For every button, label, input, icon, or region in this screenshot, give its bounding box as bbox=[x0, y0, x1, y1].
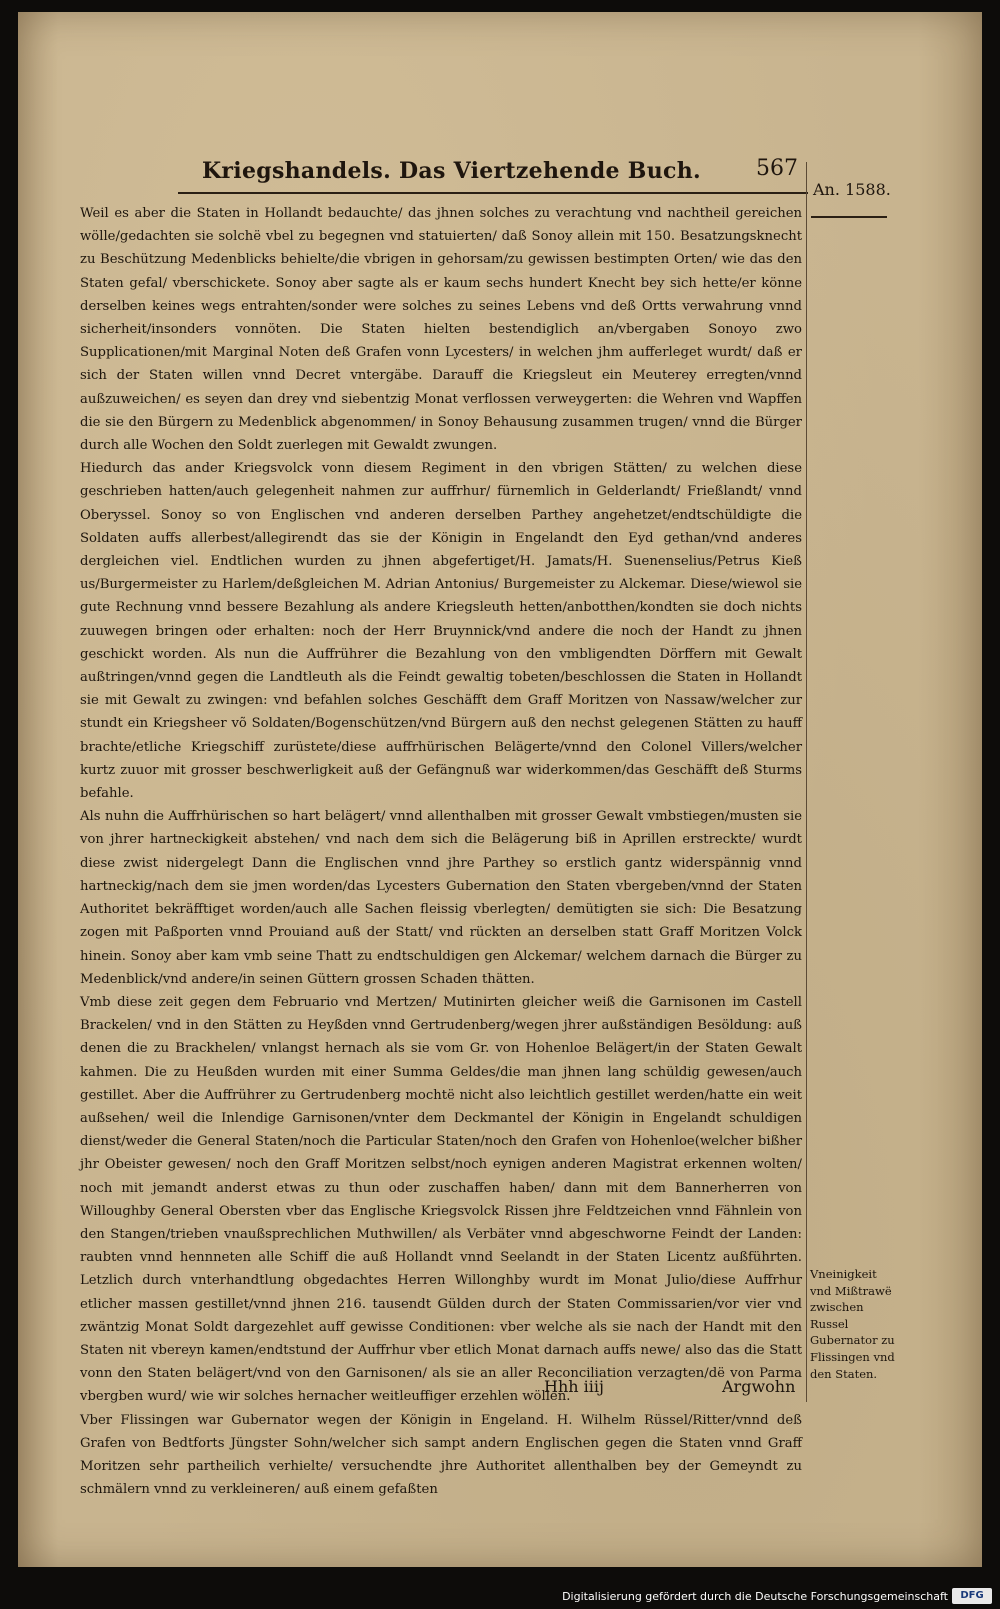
column-divider bbox=[806, 162, 807, 1402]
marginal-note: Vneinigkeit vnd Mißtrawë zwischen Russel Gubernator zu Flissingen vnd den Staten. bbox=[810, 1267, 895, 1381]
signature-mark: Hhh iiij bbox=[544, 1377, 604, 1396]
page-header bbox=[178, 150, 808, 194]
footer-bar bbox=[0, 1586, 1000, 1609]
funding-credit: Digitalisierung gefördert durch die Deutsche Forschungsgemeinschaft bbox=[562, 1590, 948, 1603]
main-text bbox=[80, 202, 802, 1498]
year-rule-divider bbox=[811, 216, 887, 218]
paragraph: Vmb diese zeit gegen dem Februario vnd Mertzen/ Mutinirten gleicher weiß die Garnisonen im Castell Brackelen/ vnd in den Stätten zu Heyßden vnnd Gertrudenberg/wegen jhrer außständigen Besöldung: auß denen die zu Brackhelen/ vnlangst hernach als sie vom Gr. von Hohenloe Belägert/in der Staten Gewalt kahmen. Die zu Heußden wurden mit einer Summa Geldes/die man jhnen lang schüldig gewesen/auch gestillet. Aber die Auffrührer zu Gertrudenberg mochtë nicht also leichtlich gestillet werden/hatte ein weit außsehen/ weil die Inlendige Garnisonen/vnter dem Deckmantel der Königin in Engelandt schuldigen dienst/weder die General Staten/noch die Particular Staten/noch den Grafen von Hohenloe(welcher bißher jhr Obeister gewesen/ noch den Graff Moritzen selbst/noch eynigen anderen Magistrat erkennen wolten/ noch mit jemandt anderst etwas zu thun oder zuschaffen haben/ dann mit dem Bannerherren von Willoughby General Obersten vber das Englische Kriegsvolck Rissen jhre Feldtzeichen vnnd Fähnlein von den Stangen/trieben vnaußsprechlichen Muthwillen/ als Verbäter vnnd abgeschworne Feindt der Landen: raubten vnnd hennneten alle Schiff die auß Hollandt vnnd Seelandt in der Staten Licentz außführten. Letzlich durch vnterhandtlung obgedachtes Herren Willonghby wurdt im Monat Julio/diese Auffrhur etlicher massen gestillet/vnnd jhnen 216. tausendt Gülden durch der Staten Commissarien/vor vier vnd zwäntzig Monat Soldt dargezehlet auff gewisse Conditionen: vber welche als sie nach der Handt mit den Staten nit vbereyn kamen/endtstund der Auffrhur vber etlich Monat darnach auffs newe/ also das die Statt vonn den Staten belägert/vnd von den Garnisonen/ als sie an aller Reconciliation verzagten/dë von Parma vbergben wurd/ wie wir solches hernacher weitleuffiger erzehlen wöllen. bbox=[80, 994, 802, 1405]
paragraph: Als nuhn die Auffrhürischen so hart belägert/ vnnd allenthalben mit grosser Gewalt vmbstiegen/musten sie von jhrer hartneckigkeit abstehen/ vnd nach dem sich die Belägerung biß in Aprillen erstreckte/ wurdt diese zwist nidergelegt Dann die Englischen vnnd jhre Parthey so erstlich gantz widerspännig vnnd hartneckig/nach dem sie jmen worden/das Lycesters Gubernation den Staten vbergeben/vnnd der Staten Authoritet bekräfftiget worden/auch alle Sachen fleissig vberlegten/ demütigten sie sich: Die Besatzung zogen mit Paßporten vnnd Prouiand auß der Statt/ vnd rückten an derselben statt Graff Moritzen Volck hinein. Sonoy aber kam vmb seine Thatt zu endtschuldigen gen Alckemar/ welchem darnach die Bürger zu Medenblick/vnd andere/in seinen Güttern grossen Schaden thätten. bbox=[80, 809, 802, 987]
year-marginal-note: An. 1588. bbox=[813, 180, 891, 199]
dfg-logo-icon: DFG bbox=[952, 1588, 992, 1604]
book-page bbox=[18, 12, 982, 1567]
page-number: 567 bbox=[756, 156, 798, 181]
running-title: Kriegshandels. Das Viertzehende Buch. bbox=[202, 158, 701, 184]
paragraph: Weil es aber die Staten in Hollandt bedauchte/ das jhnen solches zu verachtung vnd nachtheil gereichen wölle/gedachten sie solchë vbel zu begegnen vnd statuierten/ daß Sonoy allein mit 150. Besatzungsknecht zu Beschützung Medenblicks behielte/die vbrigen in gehorsam/zu gewissen bestimpten Orten/ wie das den Staten gefal/ vberschickete. Sonoy aber sagte als er kaum sechs hundert Knecht bey sich hette/er könne derselben keines wegs entrahten/sonder were solches zu seines Lebens vnd deß Ortts verwahrung vnnd sicherheit/insonders vonnöten. Die Staten hielten bestendiglich an/vbergaben Sonoyo zwo Supplicationen/mit Marginal Noten deß Grafen vonn Lycesters/ in welchen jhm aufferleget wurdt/ daß er sich der Staten willen vnnd Decret vntergäbe. Darauff die Kriegsleut ein Meuterey erregten/vnnd außzuweichen/ es seyen dan drey vnd siebentzig Monat verflossen verweygerten: die Wehren vnd Wapffen die sie den Bürgern zu Medenblick abgenommen/ in Sonoy Behausung zusammen trugen/ vnnd die Bürger durch alle Wochen den Soldt zuerlegen mit Gewaldt zwungen. bbox=[80, 206, 802, 454]
paragraph: Hiedurch das ander Kriegsvolck vonn diesem Regiment in den vbrigen Stätten/ zu welchen diese geschrieben hatten/auch gelegenheit nahmen zur auffrhur/ fürnemlich in Gelderlandt/ Frießlandt/ vnnd Oberyssel. Sonoy so von Englischen vnd anderen derselben Parthey angehetzet/endtschüldigte die Soldaten auffs allerbest/allegirendt das sie der Königin in Engelandt den Eyd gethan/vnd anderes dergleichen viel. Endtlichen wurden zu jhnen abgefertiget/H. Jamats/H. Suenenselius/Petrus Kieß us/Burgermeister zu Harlem/deßgleichen M. Adrian Antonius/ Burgemeister zu Alckemar. Diese/wiewol sie gute Rechnung vnnd bessere Bezahlung als andere Kriegsleuth hetten/anbotthen/kondten sie doch nichts zuuwegen bringen oder erhalten: noch der Herr Bruynnick/vnd andere die noch der Handt zu jhnen geschickt worden. Als nun die Auffrührer die Bezahlung von den vmbligendten Dörffern mit Gewalt außtringen/vnnd gegen die Landtleuth als die Feindt gewaltig tobeten/beschlossen die Staten in Hollandt sie mit Gewalt zu zwingen: vnd befahlen solches Geschäfft dem Graff Moritzen von Nassaw/welcher zur stundt ein Kriegsheer võ Soldaten/Bogenschützen/vnd Bürgern auß den nechst gelegenen Stätten zu hauff brachte/etliche Kriegschiff zurüstete/diese auffrhürischen Belägerte/vnnd den Colonel Villers/welcher kurtz zuuor mit grosser beschwerligkeit auß der Gefängnuß war widerkommen/das Geschäfft deß Sturms befahle. bbox=[80, 461, 802, 802]
catchword: Argwohn bbox=[722, 1377, 796, 1396]
paragraph: Vber Flissingen war Gubernator wegen der Königin in Engeland. H. Wilhelm Rüssel/Ritter/vnnd deß Grafen von Bedtforts Jüngster Sohn/welcher sich sampt andern Englischen gegen die Staten vnnd Graff Moritzen sehr partheilich verhielte/ versuchendte jhre Authoritet allenthalben bey der Gemeyndt zu schmälern vnnd zu verkleineren/ auß einem gefaßten bbox=[80, 1412, 802, 1498]
